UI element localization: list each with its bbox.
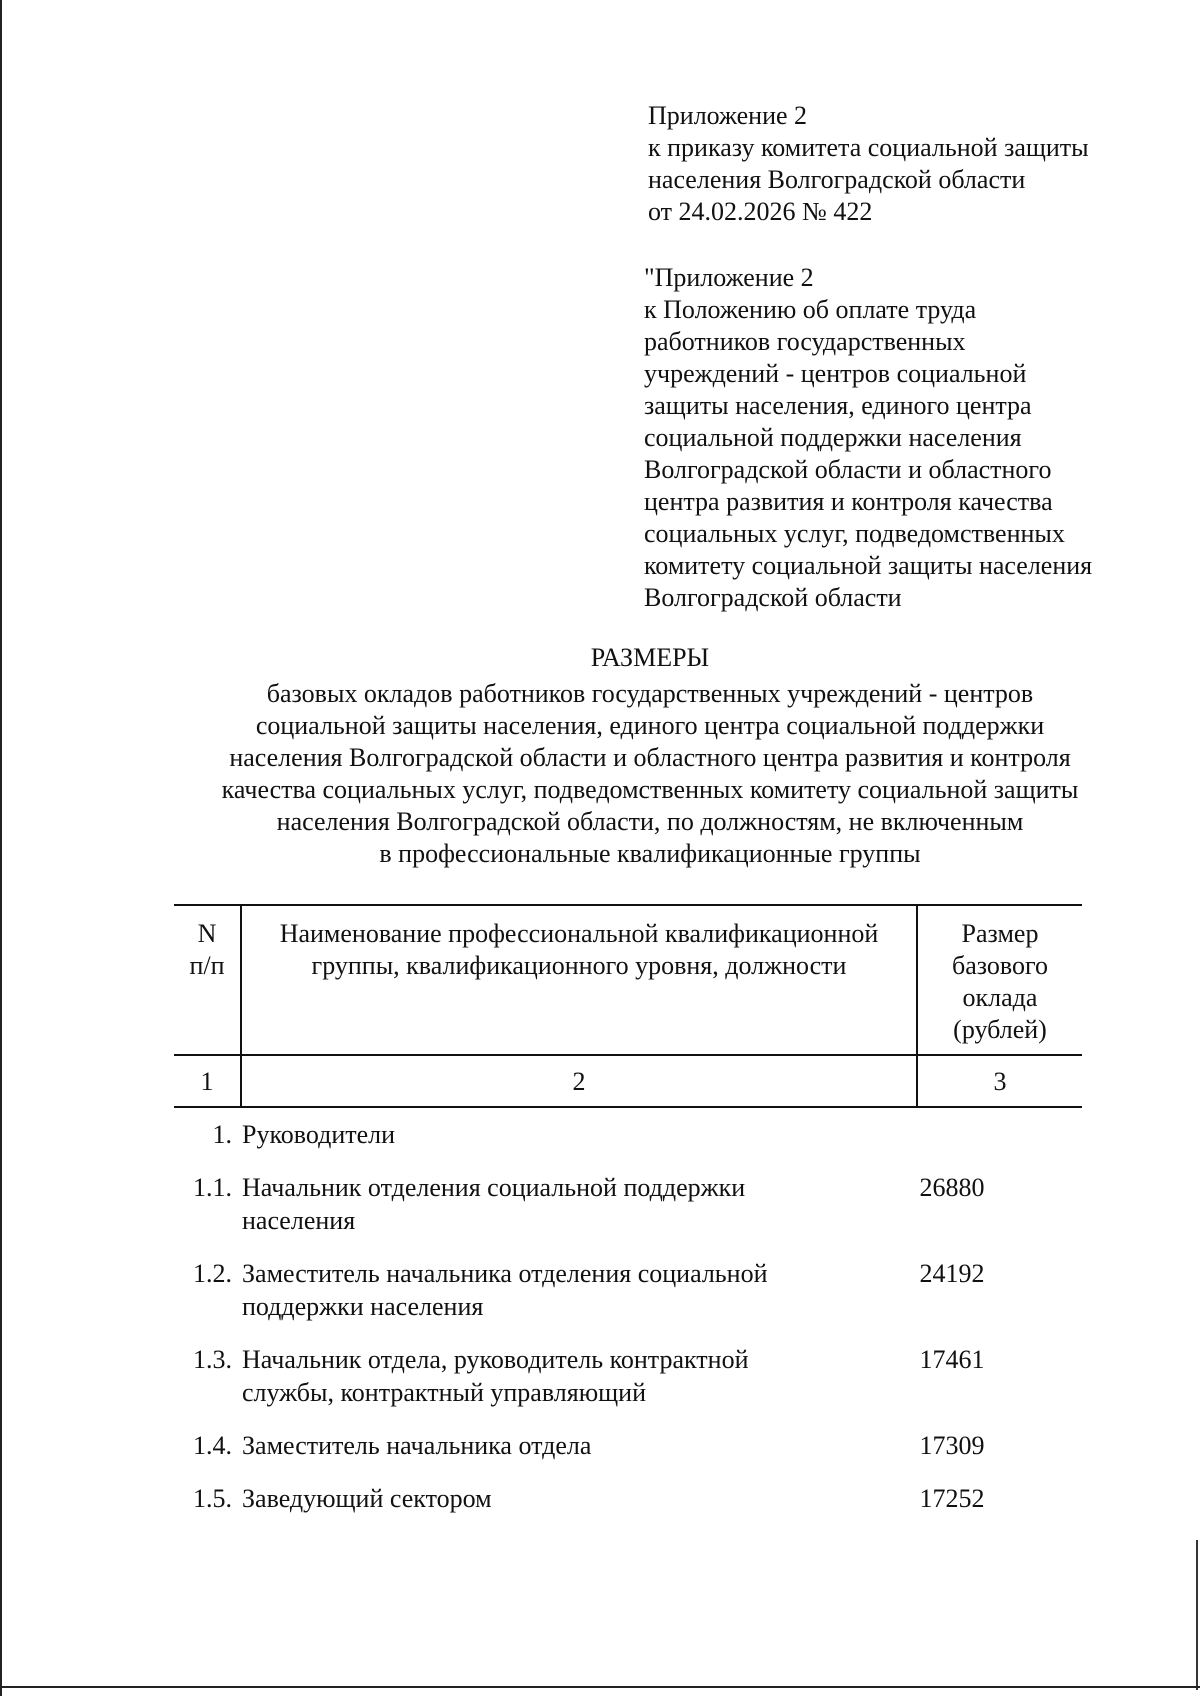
subtitle-line: базовых окладов работников государственных учреждений - центров: [266, 679, 1034, 708]
sub-approval-line: Волгоградской области: [644, 583, 902, 612]
approval-line: к приказу комитета социальной защиты: [648, 133, 1089, 162]
row-name: [242, 1171, 842, 1237]
subtitle-line: в профессиональные квалификационные группы: [379, 839, 921, 868]
row-number: 1.5.: [193, 1484, 232, 1513]
sub-approval-line: защиты населения, единого центра: [644, 391, 1032, 420]
row-name-line: Руководители: [242, 1120, 396, 1149]
header-text: базового: [951, 951, 1048, 980]
header-text: оклада: [962, 983, 1038, 1012]
table-rule-colnums: [174, 1106, 1082, 1108]
header-text: (рублей): [953, 1015, 1047, 1044]
document-title: РАЗМЕРЫ: [590, 643, 710, 672]
column-number: 3: [993, 1067, 1007, 1096]
header-text: Наименование профессиональной квалификационной: [279, 919, 879, 948]
header-text: группы, квалификационного уровня, должности: [311, 951, 847, 980]
sub-approval-line: комитету социальной защиты населения: [644, 551, 1093, 580]
approval-line: населения Волгоградской области: [648, 165, 1026, 194]
row-number: 1.: [212, 1120, 232, 1149]
row-value: 26880: [919, 1173, 985, 1202]
table-rule-top: [174, 904, 1082, 906]
header-text: N: [197, 919, 217, 948]
header-name-column: [242, 918, 916, 982]
row-name: [242, 1343, 842, 1409]
scan-border-bottom: [0, 1686, 1200, 1688]
row-number: 1.1.: [193, 1173, 232, 1202]
sub-approval-line: работников государственных: [644, 327, 966, 356]
row-name: [242, 1257, 842, 1323]
sub-approval-line: социальной поддержки населения: [644, 423, 1022, 452]
scan-border-right: [1196, 1540, 1198, 1690]
subtitle-line: социальной защиты населения, единого центра социальной поддержки: [255, 711, 1045, 740]
header-text: п/п: [189, 951, 225, 980]
approval-line: от 24.02.2026 № 422: [648, 197, 873, 226]
document-subtitle: [100, 678, 1200, 870]
row-name-line: Начальник отделения социальной поддержки: [242, 1173, 746, 1202]
subtitle-line: населения Волгоградской области, по должностям, не включенным: [276, 807, 1024, 836]
row-name: [242, 1429, 842, 1462]
header-number-column: [174, 918, 240, 982]
sub-approval-line: учреждений - центров социальной: [644, 359, 1027, 388]
sub-approval-line: "Приложение 2: [644, 263, 814, 292]
header-text: Размер: [961, 919, 1039, 948]
table-row: [174, 1257, 1082, 1323]
row-name-line: поддержки населения: [242, 1292, 484, 1321]
row-number: 1.4.: [193, 1431, 232, 1460]
row-value: 17252: [919, 1484, 985, 1513]
subtitle-line: населения Волгоградской области и областного центра развития и контроля: [229, 743, 1071, 772]
table-row: [174, 1118, 1082, 1151]
table-row: [174, 1482, 1082, 1515]
row-name-line: Заведующий сектором: [242, 1484, 492, 1513]
row-value: [842, 1118, 1062, 1151]
column-number: 2: [572, 1067, 586, 1096]
row-name-line: Заместитель начальника отделения социальной: [242, 1259, 768, 1288]
scan-border-left: [0, 0, 2, 1696]
table-row: [174, 1171, 1082, 1237]
table-row: [174, 1429, 1082, 1462]
subtitle-line: качества социальных услуг, подведомственных комитету социальной защиты: [221, 775, 1079, 804]
table-row: [174, 1343, 1082, 1409]
table-rule-header: [174, 1054, 1082, 1056]
header-salary-column: [918, 918, 1082, 1046]
salary-table-body: [174, 1118, 1082, 1515]
row-number: 1.3.: [193, 1345, 232, 1374]
sub-approval-line: социальных услуг, подведомственных: [644, 519, 1065, 548]
sub-approval-block: [644, 262, 1164, 614]
row-value: 17461: [919, 1345, 985, 1374]
sub-approval-line: центра развития и контроля качества: [644, 487, 1053, 516]
sub-approval-line: к Положению об оплате труда: [644, 295, 977, 324]
approval-line: Приложение 2: [648, 101, 808, 130]
row-name-line: Начальник отдела, руководитель контрактной: [242, 1345, 749, 1374]
row-name-line: службы, контрактный управляющий: [242, 1378, 646, 1407]
row-name-line: Заместитель начальника отдела: [242, 1431, 592, 1460]
row-name: [242, 1482, 842, 1515]
row-value: 24192: [919, 1259, 985, 1288]
row-name: [242, 1118, 842, 1151]
row-number: 1.2.: [193, 1259, 232, 1288]
column-number: 1: [200, 1067, 214, 1096]
row-name-line: населения: [242, 1206, 356, 1235]
sub-approval-line: Волгоградской области и областного: [644, 455, 1052, 484]
row-value: 17309: [919, 1431, 985, 1460]
approval-block: [648, 100, 1168, 228]
